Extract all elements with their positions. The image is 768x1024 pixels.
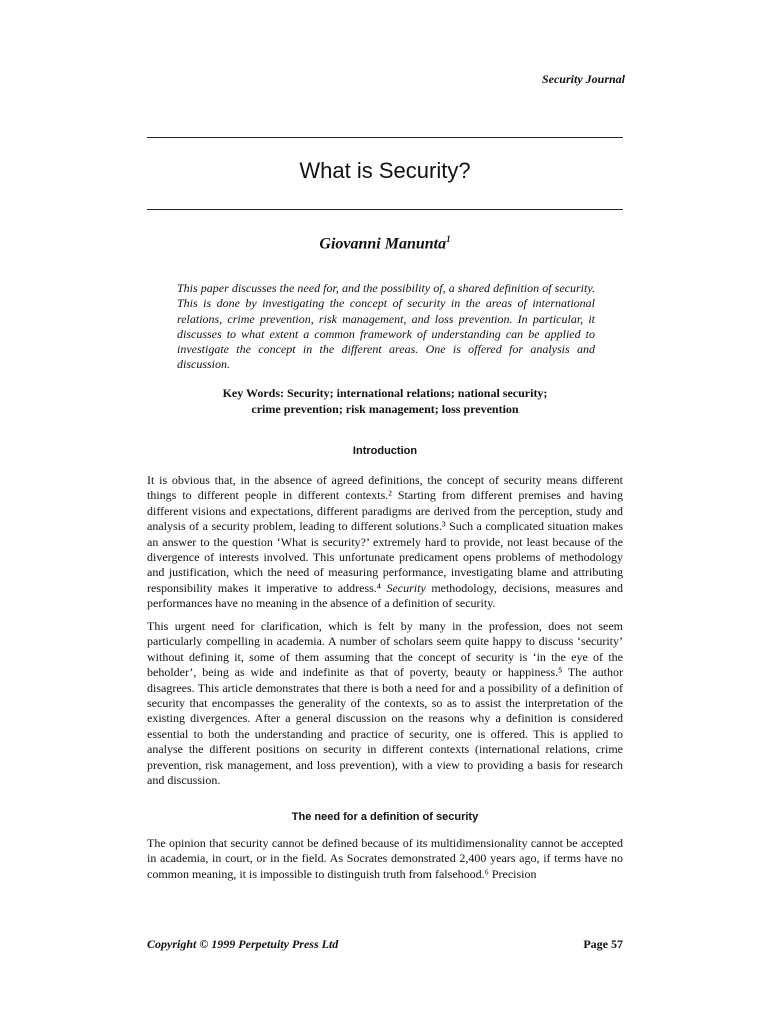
page-number: Page 57 [583, 937, 623, 951]
section-heading-introduction: Introduction [352, 445, 418, 457]
author-name: Giovanni Manunta [319, 235, 447, 253]
author-line [147, 234, 623, 253]
intro-paragraph-2: This urgent need for clarification, which is felt by many in the profession, does not seem particularly compelling in academia. A number of scholars seem quite happy to discuss ‘security’ without defining it, some of them assuming that the concept of security is ‘in the eye of the beholder’, being as wide and indefinite as that of poverty, beauty or happiness.⁵ The author disagrees. This article demonstrates that there is both a need for and a possibility of a definition of security that encompasses the generality of the contexts, so as to assist the interpretation of the existing divergences. After a general discussion on the reasons why a definition is considered essential to both the understanding and practice of security, one is offered. This is applied to analyse the different positions on security in different contexts (international relations, crime prevention, risk management, and loss prevention), with a view to providing a basis for research and discussion. [147, 619, 623, 788]
article-title: What is Security? [299, 158, 471, 183]
copyright-notice: Copyright © 1999 Perpetuity Press Ltd [147, 937, 339, 951]
keywords-line-1: Key Words: Security; international relations; national security; [222, 386, 548, 400]
author-footnote-marker: 1 [446, 234, 451, 244]
need-paragraph-1: The opinion that security cannot be defined because of its multidimensionality cannot be accepted in academia, in court, or in the field. As Socrates demonstrated 2,400 years ago, if terms have no common meaning, it is impossible to distinguish truth from falsehood.⁶ Precision [147, 836, 623, 881]
intro-paragraph-1-emphasis: Security [386, 580, 426, 595]
keywords [147, 385, 623, 417]
title-rule-bottom [147, 209, 623, 210]
intro-paragraph-1 [147, 473, 623, 612]
title-rule-top [147, 137, 623, 138]
abstract: This paper discusses the need for, and the possibility of, a shared definition of security. This is done by investigating the concept of security in the areas of international relations, crime prevention, risk management, and loss prevention. In particular, it discusses to what extent a common framework of understanding can be applied to investigate the concept in the different areas. One is offered for analysis and discussion. [177, 281, 595, 372]
keywords-line-2: crime prevention; risk management; loss prevention [251, 402, 519, 416]
journal-name: Security Journal [541, 72, 625, 86]
intro-paragraph-1-text: It is obvious that, in the absence of agreed definitions, the concept of security means different things to different people in different contexts.² Starting from different premises and having different visions and expectations, different paradigms are derived from the perception, study and analysis of a security problem, leading to different solutions.³ Such a complicated situation makes an answer to the question ‘What is security?’ extremely hard to provide, not least because of the divergence of interests involved. This unfortunate predicament opens problems of methodology and justification, which the need of measuring performance, investigating blame and attributing responsibility makes it imperative to address.⁴ [147, 473, 623, 595]
section-heading-need-for-definition: The need for a definition of security [291, 811, 479, 823]
intro-paragraph-1-tail: methodology, decisions, measures and performances have no meaning in the absence of a definition of security. [147, 580, 623, 611]
